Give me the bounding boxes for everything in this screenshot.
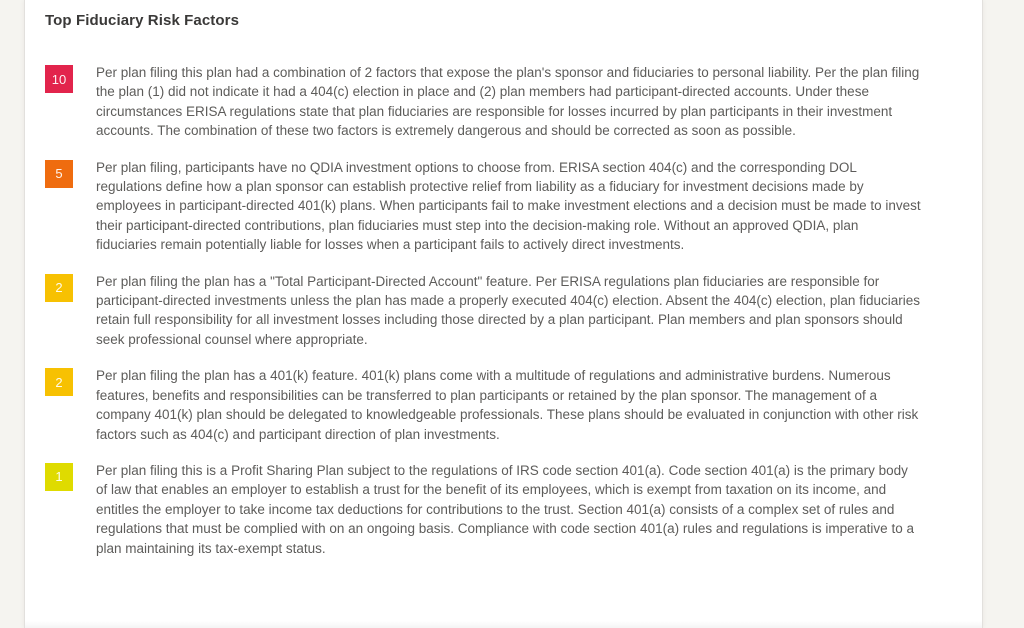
risk-factor-text: Per plan filing this is a Profit Sharing Plan subject to the regulations of IRS code section 401(a). Code section 401(a) is the primary body of law that enables an employer to establish a trust for the benefit of its employees, which is exempt from taxation on its income, and entitles the employer to take income tax deductions for contributions to the trust. Section 401(a) consists of a complex set of rules and regulations that must be complied with on an ongoing basis. Compliance with code section 401(a) rules and regulations is imperative to a plan maintaining its tax-exempt status. [96, 462, 914, 556]
risk-score-badge: 10 [45, 65, 73, 93]
risk-factor-text: Per plan filing the plan has a "Total Participant-Directed Account" feature. Per ERISA regulations plan fiduciaries are responsible for participant-directed investments unless the plan has made a properly executed 404(c) election. Absent the 404(c) election, plan fiduciaries retain full responsibility for all investment losses including those directed by a plan participant. Plan members and plan sponsors should seek professional counsel where appropriate. [96, 273, 920, 347]
risk-factor-text: Per plan filing the plan has a 401(k) feature. 401(k) plans come with a multitude of regulations and administrative burdens. Numerous features, benefits and responsibilities can be transferred to plan participants or retained by the plan sponsor. The management of a company 401(k) plan should be delegated to knowledgeable professionals. These plans should be evaluated in conjunction with other risk factors such as 404(c) and participant direction of plan investments. [96, 368, 919, 442]
risk-factor-list [45, 63, 922, 558]
risk-factor-row-5 [45, 461, 922, 558]
risk-score-badge: 2 [45, 368, 73, 396]
risk-factor-row-1 [45, 63, 922, 141]
risk-factor-row-4 [45, 366, 922, 444]
page-title: Top Fiduciary Risk Factors [45, 12, 240, 29]
risk-factor-text: Per plan filing, participants have no QDIA investment options to choose from. ERISA section 404(c) and the corresponding DOL regulations define how a plan sponsor can establish protective relief from liability as a fiduciary for investment decisions made by employees in participant-directed 401(k) plans. When participants fail to make investment elections and a decision must be made to invest their participant-directed contributions, plan fiduciaries must step into the decision-making role. Without an approved QDIA, plan fiduciaries remain potentially liable for losses when a participant fails to actively direct investments. [96, 159, 921, 253]
content-card [24, 0, 983, 628]
risk-factor-row-2 [45, 158, 922, 255]
risk-score-badge: 2 [45, 274, 73, 302]
risk-score-badge: 1 [45, 463, 73, 491]
risk-factor-row-3 [45, 272, 922, 350]
risk-factor-text: Per plan filing this plan had a combination of 2 factors that expose the plan's sponsor and fiduciaries to personal liability. Per the plan filing the plan (1) did not indicate it had a 404(c) election in place and (2) plan members had participant-directed accounts. Under these circumstances ERISA regulations state that plan fiduciaries are responsible for losses incurred by plan participants in their investment accounts. The combination of these two factors is extremely dangerous and should be corrected as soon as possible. [96, 65, 920, 139]
risk-score-badge: 5 [45, 160, 73, 188]
